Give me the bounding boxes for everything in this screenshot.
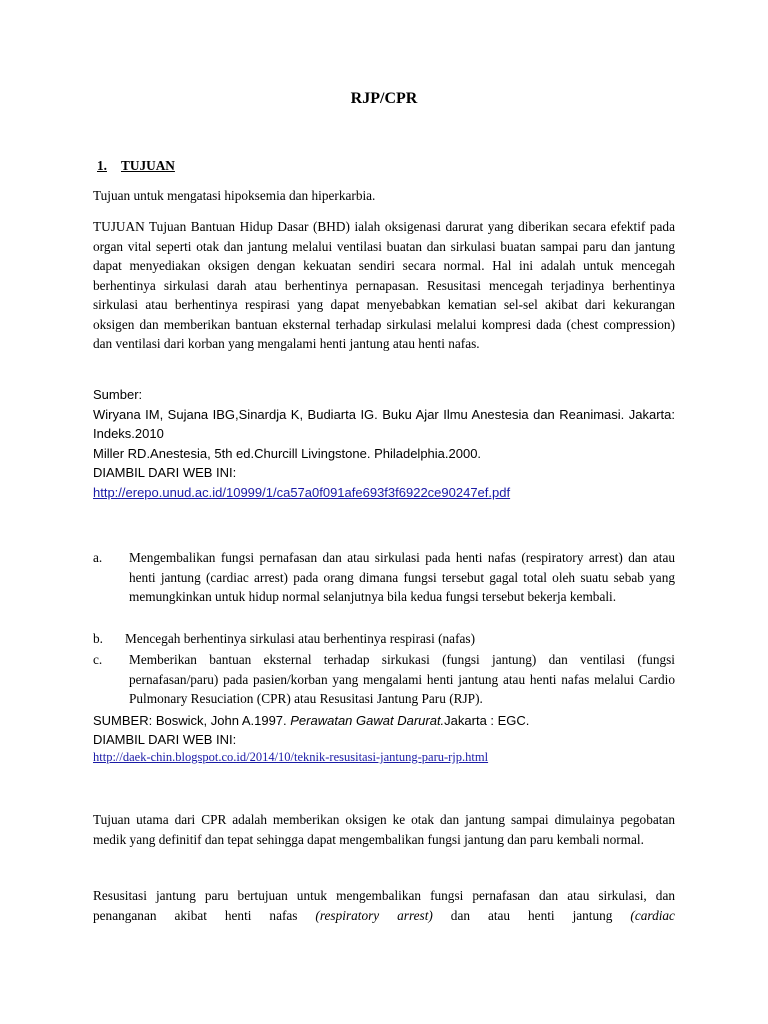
list-item-text: Mencegah berhentinya sirkulasi atau berhentinya respirasi (nafas) (125, 631, 476, 646)
reference-boswick-prefix: SUMBER: Boswick, John A.1997. (93, 713, 291, 728)
intro-paragraph (93, 186, 675, 206)
reference-boswick-suffix: Jakarta : EGC. (444, 713, 530, 728)
list-item-text: Memberikan bantuan eksternal terhadap sirkukasi (fungsi jantung) dan ventilasi (fungsi pernafasan/paru) pada pasien/korban yang mengalami henti jantung atau henti nafas melalui Cardio Pulmonary Resuciation (CPR) atau Resusitasi Jantung Paru (RJP). (129, 652, 675, 706)
list-item-c (93, 650, 675, 709)
section-number: 1. (97, 158, 107, 173)
main-paragraph-text: TUJUAN Tujuan Bantuan Hidup Dasar (BHD) ialah oksigenasi darurat yang diberikan secara efektif pada organ vital seperti otak dan jantung melalui ventilasi buatan dan sirkulasi buatan sampai paru dan jantung dapat menyediakan oksigen dengan kekuatan sendiri secara normal. Hal ini adalah untuk mencegah berhentinya sirkulasi darah atau berhentinya pernapasan. Resusitasi mencegah terjadinya berhentinya sirkulasi atau berhentinya respirasi yang dapat menyebabkan kematian sel-sel akibat dari kekurangan oksigen dan memberikan bantuan eksternal terhadap sirkulasi melalui kompresi dada (chest compression) dan ventilasi dari korban yang mengalami henti jantung atau henti nafas. (93, 219, 675, 351)
reference-2: Miller RD.Anestesia, 5th ed.Churcill Livingstone. Philadelphia.2000. (93, 445, 482, 461)
last-paragraph-italic2: (cardiac (630, 907, 675, 923)
reference-1: Wiryana IM, Sujana IBG,Sinardja K, Budiarta IG. Buku Ajar Ilmu Anestesia dan Reanimasi. Jakarta: Indeks.2010 (93, 406, 675, 441)
source-link-2[interactable]: http://daek-chin.blogspot.co.id/2014/10/teknik-resusitasi-jantung-paru-rjp.html (93, 750, 489, 764)
list-marker: b. (93, 631, 103, 646)
reference-boswick-title: Perawatan Gawat Darurat. (290, 713, 445, 728)
list-item-text: Mengembalikan fungsi pernafasan dan atau sirkulasi pada henti nafas (respiratory arrest) dan atau henti jantung (cardiac arrest) pada orang dimana fungsi tersebut gagal total oleh suatu sebab yang memungkinkan untuk hidup normal selanjutnya bila kedua fungsi tersebut bekerja kembali. (129, 550, 675, 604)
last-paragraph (93, 886, 675, 925)
last-paragraph-text (93, 886, 675, 925)
cpr-paragraph (93, 810, 675, 849)
list-item-a (93, 548, 675, 607)
sources-label: Sumber: (93, 387, 143, 402)
page-title: RJP/CPR (350, 90, 418, 107)
section-heading-tujuan (97, 156, 175, 176)
reference-boswick (93, 711, 693, 730)
list-marker: c. (93, 652, 103, 667)
source-link-2-wrap (93, 749, 693, 766)
web-source-label-1: DIAMBIL DARI WEB INI: (93, 465, 237, 480)
source-link-1[interactable]: http://erepo.unud.ac.id/10999/1/ca57a0f091afe693f3f6922ce90247ef.pdf (93, 484, 511, 500)
last-paragraph-italic1: (respiratory arrest) (315, 907, 433, 923)
cpr-paragraph-text: Tujuan utama dari CPR adalah memberikan oksigen ke otak dan jantung sampai dimulainya pegobatan medik yang definitif dan tepat sehingga dapat mengembalikan fungsi jantung dan paru kembali normal. (93, 812, 675, 847)
sources-block-2 (93, 711, 693, 749)
sources-block-1 (93, 385, 675, 502)
main-paragraph (93, 217, 675, 354)
section-label: TUJUAN (120, 158, 175, 173)
list-marker: a. (93, 550, 103, 565)
intro-text: Tujuan untuk mengatasi hipoksemia dan hiperkarbia. (93, 188, 376, 203)
list-item-b (93, 629, 675, 649)
web-source-label-2: DIAMBIL DARI WEB INI: (93, 732, 237, 747)
last-paragraph-part1: Resusitasi jantung paru bertujuan untuk mengembalikan fungsi pernafasan dan atau sirkulasi, dan penanganan akibat henti nafas (93, 888, 675, 923)
last-paragraph-part2: dan atau henti jantung (432, 907, 631, 923)
